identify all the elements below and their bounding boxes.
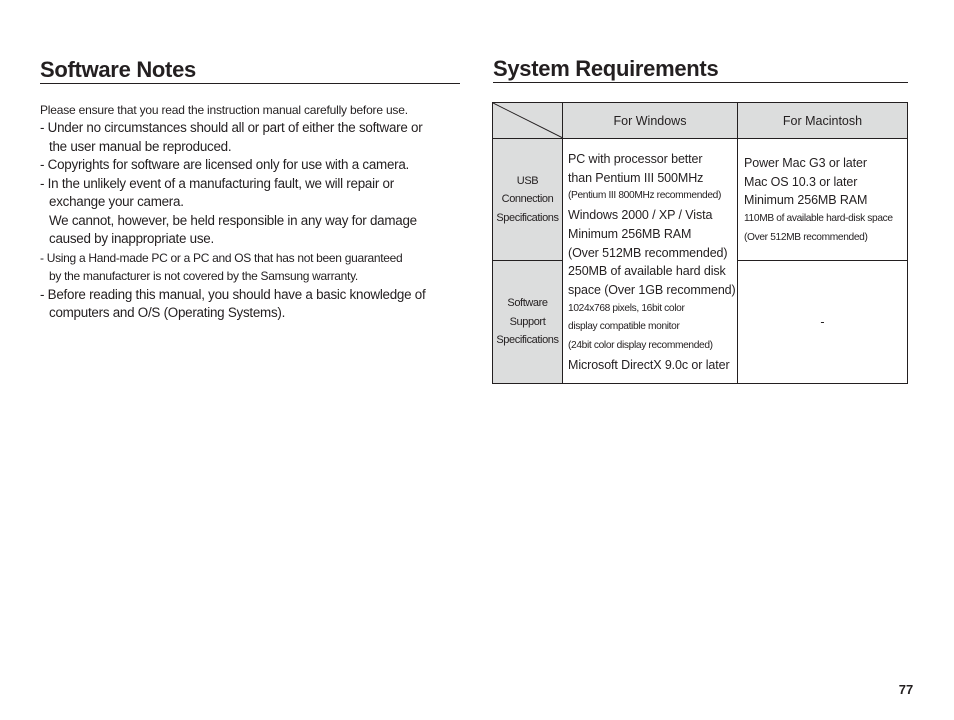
windows-req-line: 1024x768 pixels, 16bit color [568,302,685,314]
row-label-line: Specifications [496,211,559,224]
diagonal-divider [493,103,563,139]
windows-req-line: (Over 512MB recommended) [568,245,728,260]
note-line: by the manufacturer is not covered by the Samsung warranty. [49,269,358,283]
note-line: - In the unlikely event of a manufacturing fault, we will repair or [40,175,394,191]
row-label-usb-connection [493,139,563,261]
note-line: - Copyrights for software are licensed only for use with a camera. [40,157,410,172]
mac-req-line: 110MB of available hard-disk space [744,213,893,225]
row-label-software-support [493,261,563,383]
windows-req-line: (24bit color display recommended) [568,340,713,352]
notes-intro: Please ensure that you read the instruction manual carefully before use. [40,103,408,117]
note-line: - Using a Hand-made PC or a PC and OS that has not been guaranteed [40,250,403,265]
macintosh-usb-requirements-cell [738,139,907,261]
header-for-macintosh: For Macintosh [738,103,907,139]
row-label-line: Connection [501,193,554,206]
mac-req-line: (Over 512MB recommended) [744,231,868,243]
note-line: - Under no circumstances should all or part of either the software or [40,120,423,135]
windows-req-line: display compatible monitor [568,321,680,333]
note-line: - Before reading this manual, you should have a basic knowledge of [40,286,426,302]
system-requirements-table [492,102,908,384]
windows-req-line: Minimum 256MB RAM [568,226,692,241]
windows-req-line: Microsoft DirectX 9.0c or later [568,357,730,372]
mac-req-line: Power Mac G3 or later [744,156,867,170]
windows-requirements-cell [563,139,738,383]
macintosh-software-requirements-cell: - [820,315,825,329]
mac-req-line: Minimum 256MB RAM [744,193,868,208]
note-line: the user manual be reproduced. [49,138,232,154]
row-label-line: Software [507,297,548,310]
windows-req-line: than Pentium III 500MHz [568,170,704,185]
row-label-line: USB [516,174,539,187]
note-line: caused by inappropriate use. [49,231,214,246]
note-line: We cannot, however, be held responsible in any way for damage [49,212,417,228]
windows-req-line: space (Over 1GB recommend) [568,282,736,297]
software-notes-title: Software Notes [40,58,460,84]
row-label-line: Specifications [496,334,559,347]
windows-req-line: (Pentium III 800MHz recommended) [568,190,721,202]
row-label-line: Support [509,315,546,328]
software-notes-body [40,101,464,323]
windows-req-line: PC with processor better [568,152,703,166]
table-corner-cell [493,103,563,139]
mac-req-line: Mac OS 10.3 or later [744,174,858,189]
system-requirements-title: System Requirements [493,57,908,83]
windows-req-line: Windows 2000 / XP / Vista [568,208,713,223]
note-line: computers and O/S (Operating Systems). [49,305,286,320]
note-line: exchange your camera. [49,194,184,209]
header-for-windows: For Windows [563,103,738,139]
windows-req-line: 250MB of available hard disk [568,264,726,279]
page-number: 77 [898,682,914,697]
